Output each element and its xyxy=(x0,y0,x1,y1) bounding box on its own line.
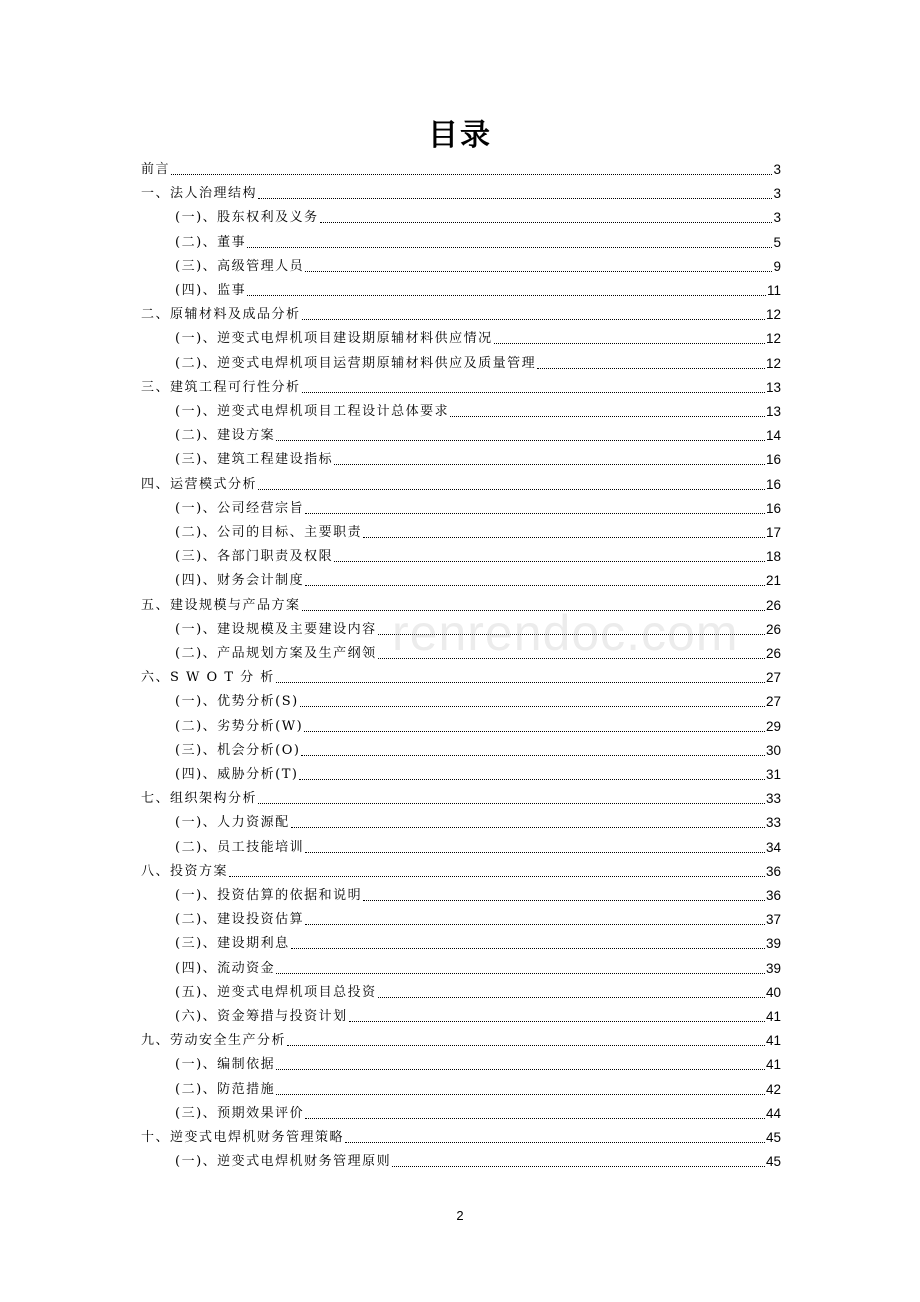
toc-entry-label: (四)、财务会计制度 xyxy=(175,573,305,589)
toc-entry-label: (一)、逆变式电焊机项目建设期原辅材料供应情况 xyxy=(175,331,493,347)
toc-leader-dots xyxy=(258,803,765,804)
toc-entry-page: 26 xyxy=(765,621,781,637)
toc-leader-dots xyxy=(247,295,766,296)
toc-entry[interactable] xyxy=(175,910,781,930)
toc-entry-label: (一)、建设规模及主要建设内容 xyxy=(175,621,377,637)
toc-leader-dots xyxy=(537,368,765,369)
toc-entry-page: 5 xyxy=(773,234,781,250)
toc-leader-dots xyxy=(305,585,765,586)
toc-entry-label: (四)、威胁分析(T) xyxy=(175,767,299,782)
toc-entry-page: 12 xyxy=(765,355,781,371)
toc-leader-dots xyxy=(291,827,765,828)
toc-entry-label: (二)、劣势分析(W) xyxy=(175,718,304,734)
toc-entry-label: 七、组织架构分析 xyxy=(141,791,258,807)
toc-entry-page: 18 xyxy=(765,549,781,565)
toc-entry[interactable] xyxy=(141,668,781,688)
toc-entry[interactable] xyxy=(175,354,781,374)
toc-entry-page: 3 xyxy=(773,162,781,177)
toc-entry-label: (三)、各部门职责及权限 xyxy=(175,549,334,565)
toc-leader-dots xyxy=(320,222,773,223)
toc-entry-page: 45 xyxy=(765,1154,781,1170)
toc-entry-label: (二)、建设投资估算 xyxy=(175,912,305,928)
toc-entry-page: 26 xyxy=(765,597,781,613)
toc-entry-page: 13 xyxy=(765,404,781,419)
toc-entry[interactable] xyxy=(175,450,781,470)
toc-entry-label: (四)、监事 xyxy=(175,283,247,298)
toc-entry[interactable] xyxy=(175,765,781,785)
toc-entry-page: 39 xyxy=(765,936,781,952)
toc-leader-dots xyxy=(305,513,765,514)
toc-entry[interactable] xyxy=(175,208,781,228)
watermark: renrendoc.com xyxy=(392,605,739,661)
toc-entry[interactable] xyxy=(175,547,781,567)
toc-entry[interactable] xyxy=(175,1055,781,1075)
toc-entry[interactable] xyxy=(141,1031,781,1051)
toc-entry-page: 26 xyxy=(765,646,781,661)
toc-entry[interactable] xyxy=(141,475,781,495)
toc-entry[interactable] xyxy=(175,402,781,422)
toc-leader-dots xyxy=(276,1094,765,1095)
toc-entry[interactable] xyxy=(175,329,781,349)
toc-leader-dots xyxy=(363,900,765,901)
toc-entry-page: 41 xyxy=(765,1009,781,1024)
toc-entry[interactable] xyxy=(175,281,781,301)
toc-entry-label: (三)、建筑工程建设指标 xyxy=(175,452,334,468)
toc-leader-dots xyxy=(305,271,772,272)
toc-entry-label: (六)、资金筹措与投资计划 xyxy=(175,1009,348,1024)
toc-entry-label: (五)、逆变式电焊机项目总投资 xyxy=(175,984,377,1000)
toc-entry-label: (二)、产品规划方案及生产纲领 xyxy=(175,646,377,661)
toc-entry-page: 41 xyxy=(765,1057,781,1073)
toc-leader-dots xyxy=(291,948,765,949)
toc-entry[interactable] xyxy=(175,571,781,591)
toc-leader-dots xyxy=(304,731,765,732)
toc-entry-label: (二)、董事 xyxy=(175,234,247,250)
toc-entry[interactable] xyxy=(175,257,781,277)
toc-leader-dots xyxy=(305,924,765,925)
toc-entry[interactable] xyxy=(175,813,781,833)
toc-entry-page: 11 xyxy=(766,283,781,298)
toc-entry-page: 16 xyxy=(765,452,781,468)
toc-leader-dots xyxy=(258,198,772,199)
toc-entry-label: (四)、流动资金 xyxy=(175,960,276,976)
toc-entry-label: (二)、公司的目标、主要职责 xyxy=(175,525,363,540)
toc-entry-label: (三)、预期效果评价 xyxy=(175,1105,305,1121)
toc-entry-label: 二、原辅材料及成品分析 xyxy=(141,307,301,323)
toc-leader-dots xyxy=(301,755,765,756)
toc-entry[interactable] xyxy=(175,233,781,253)
toc-entry-label: (二)、员工技能培训 xyxy=(175,839,305,855)
toc-entry-page: 36 xyxy=(765,888,781,903)
toc-entry[interactable] xyxy=(175,1080,781,1100)
toc-entry-label: 五、建设规模与产品方案 xyxy=(141,597,301,613)
toc-entry-label: 六、S W O T 分 析 xyxy=(141,670,275,686)
toc-leader-dots xyxy=(378,997,765,998)
page-title: 目录 xyxy=(428,118,492,153)
toc-entry-page: 13 xyxy=(765,379,781,395)
toc-entry-label: 一、法人治理结构 xyxy=(141,186,258,202)
toc-entry-label: 八、投资方案 xyxy=(141,863,229,879)
toc-entry[interactable] xyxy=(141,378,781,398)
toc-leader-dots xyxy=(276,682,765,683)
toc-entry[interactable] xyxy=(141,1128,781,1148)
toc-entry-label: (二)、建设方案 xyxy=(175,428,276,444)
toc-entry-page: 12 xyxy=(765,307,781,323)
toc-entry-page: 29 xyxy=(765,718,781,734)
toc-entry-label: (三)、机会分析(O) xyxy=(175,742,301,758)
toc-entry[interactable] xyxy=(175,934,781,954)
toc-entry-label: (一)、股东权利及义务 xyxy=(175,210,319,226)
toc-entry-label: 前言 xyxy=(141,162,171,177)
toc-leader-dots xyxy=(299,779,765,780)
toc-entry-page: 41 xyxy=(765,1033,781,1049)
toc-entry-page: 30 xyxy=(765,742,781,758)
toc-entry[interactable] xyxy=(141,305,781,325)
toc-entry-label: (一)、逆变式电焊机财务管理原则 xyxy=(175,1154,392,1170)
toc-entry[interactable] xyxy=(175,523,781,543)
toc-entry[interactable] xyxy=(175,499,781,519)
toc-entry-page: 31 xyxy=(765,767,781,782)
toc-leader-dots xyxy=(345,1142,765,1143)
toc-entry[interactable] xyxy=(175,426,781,446)
toc-leader-dots xyxy=(247,247,772,248)
toc-entry-label: (一)、人力资源配 xyxy=(175,815,290,831)
toc-entry[interactable] xyxy=(175,741,781,761)
toc-leader-dots xyxy=(363,537,765,538)
toc-entry-page: 3 xyxy=(773,186,781,202)
toc-entry-page: 27 xyxy=(765,670,781,686)
toc-leader-dots xyxy=(450,416,765,417)
toc-leader-dots xyxy=(392,1166,765,1167)
toc-leader-dots xyxy=(302,392,765,393)
toc-entry-page: 27 xyxy=(765,694,781,710)
toc-entry-label: (一)、编制依据 xyxy=(175,1057,276,1073)
toc-entry-page: 42 xyxy=(765,1081,781,1097)
toc-entry-page: 17 xyxy=(765,525,781,540)
toc-entry[interactable] xyxy=(141,184,781,204)
toc-entry-page: 16 xyxy=(765,500,781,516)
toc-entry-page: 36 xyxy=(765,863,781,879)
toc-entry-page: 16 xyxy=(765,476,781,492)
toc-entry-page: 33 xyxy=(765,791,781,807)
toc-leader-dots xyxy=(300,706,765,707)
toc-entry-label: (二)、逆变式电焊机项目运营期原辅材料供应及质量管理 xyxy=(175,355,537,371)
page-number: 2 xyxy=(456,1208,464,1223)
toc-entry[interactable] xyxy=(175,983,781,1003)
toc-entry[interactable] xyxy=(175,717,781,737)
toc-leader-dots xyxy=(171,174,772,175)
toc-entry[interactable] xyxy=(141,160,781,180)
toc-entry-page: 37 xyxy=(765,912,781,928)
toc-entry-label: (二)、防范措施 xyxy=(175,1081,276,1097)
toc-entry-label: (三)、建设期利息 xyxy=(175,936,290,952)
toc-entry[interactable] xyxy=(175,959,781,979)
toc-entry[interactable] xyxy=(175,692,781,712)
toc-entry-page: 44 xyxy=(765,1105,781,1121)
toc-leader-dots xyxy=(276,440,765,441)
toc-entry-label: 四、运营模式分析 xyxy=(141,476,258,492)
toc-entry-label: 三、建筑工程可行性分析 xyxy=(141,379,301,395)
toc-entry-page: 45 xyxy=(765,1130,781,1145)
toc-entry-label: 十、逆变式电焊机财务管理策略 xyxy=(141,1130,345,1145)
toc-entry-label: (一)、公司经营宗旨 xyxy=(175,500,305,516)
toc-entry[interactable] xyxy=(175,1007,781,1027)
toc-entry-label: (一)、优势分析(S) xyxy=(175,694,299,710)
toc-entry-page: 9 xyxy=(773,258,781,274)
toc-entry[interactable] xyxy=(141,862,781,882)
toc-leader-dots xyxy=(276,973,765,974)
toc-entry-page: 33 xyxy=(765,815,781,831)
toc-entry-page: 14 xyxy=(765,428,781,444)
toc-entry-page: 21 xyxy=(765,573,781,589)
toc-entry[interactable] xyxy=(175,1104,781,1124)
toc-entry-label: 九、劳动安全生产分析 xyxy=(141,1033,287,1049)
toc-entry-page: 40 xyxy=(765,984,781,1000)
toc-leader-dots xyxy=(276,1069,765,1070)
toc-entry[interactable] xyxy=(141,789,781,809)
toc-entry-page: 3 xyxy=(773,210,781,226)
toc-leader-dots xyxy=(494,343,765,344)
toc-leader-dots xyxy=(305,852,765,853)
toc-leader-dots xyxy=(334,464,765,465)
toc-leader-dots xyxy=(229,876,765,877)
toc-entry-label: (三)、高级管理人员 xyxy=(175,258,305,274)
toc-entry-page: 39 xyxy=(765,960,781,976)
toc-leader-dots xyxy=(287,1045,765,1046)
toc-entry-page: 34 xyxy=(765,839,781,855)
toc-entry[interactable] xyxy=(175,886,781,906)
toc-entry[interactable] xyxy=(175,1152,781,1172)
toc-entry-label: (一)、投资估算的依据和说明 xyxy=(175,888,363,903)
toc-entry-label: (一)、逆变式电焊机项目工程设计总体要求 xyxy=(175,404,450,419)
toc-leader-dots xyxy=(349,1021,765,1022)
toc-leader-dots xyxy=(302,319,765,320)
toc-entry-page: 12 xyxy=(765,331,781,347)
toc-entry[interactable] xyxy=(175,838,781,858)
toc-leader-dots xyxy=(334,561,765,562)
toc-leader-dots xyxy=(258,489,765,490)
toc-leader-dots xyxy=(305,1118,765,1119)
